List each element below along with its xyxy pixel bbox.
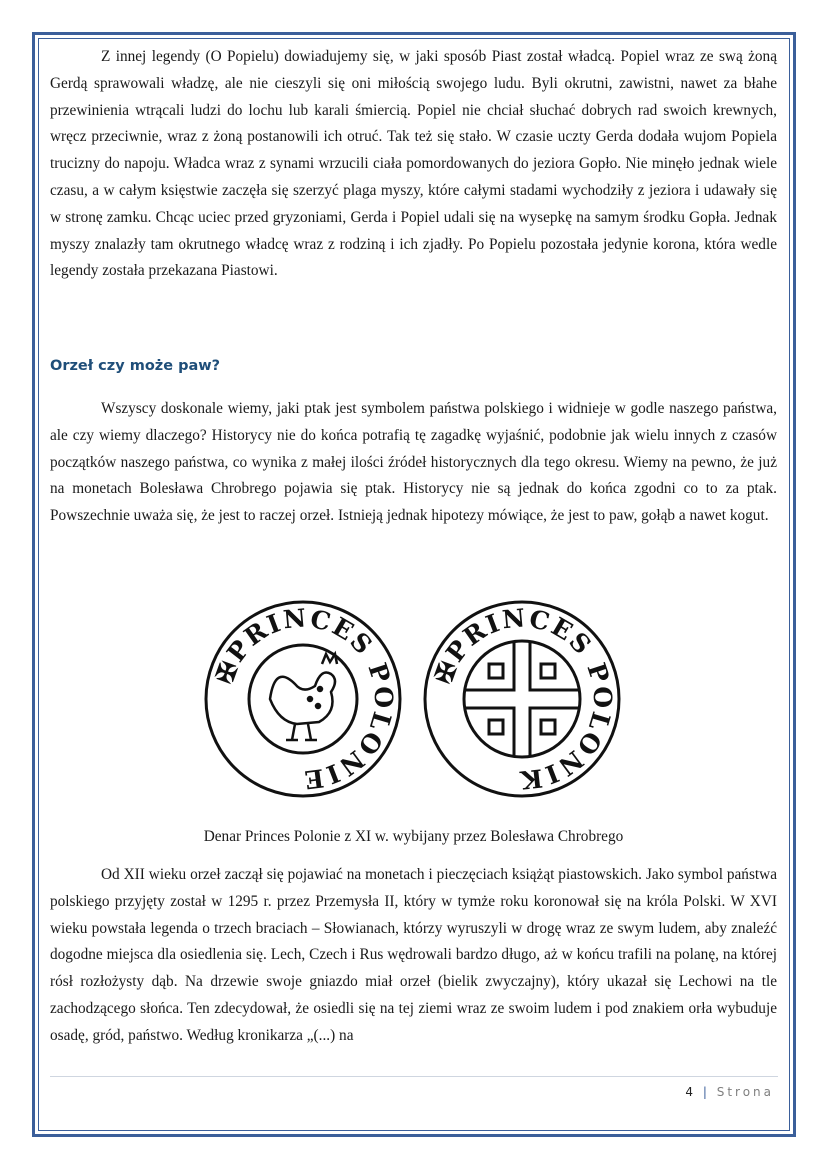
coin-left-legend: ✠PRINCES POLONIE (209, 603, 399, 795)
svg-text:✠PRINCES POLONIK (429, 603, 617, 794)
coin-right (425, 602, 619, 796)
paragraph-legend-brothers: Od XII wieku orzeł zaczął się pojawiać na monetach i pieczęciach książąt piastowskich. Jako symbol państwa polskiego przyjęty został w 1295 r. przez Przemysła II, który w tymże roku koronował się na króla Polski. W XVI wieku powstała legenda o trzech braciach – Słowianach, którzy wyruszyli w drogę wraz ze swym ludem, aby znaleźć dogodne miejsca dla osiedlenia się. Lech, Czech i Rus wędrowali bardzo długo, aż w końcu trafili na polanę, na której rósł rozłożysty dąb. Na drzewie swoje gniazdo miał orzeł (bielik zwyczajny), który ukazał się Lechowi na tle zachodzącego słońca. Ten zdecydował, że osiedli się na tej ziemi wraz ze swoim ludem i pod znakiem orła wybuduje osadę, gród, państwo. Według kronikarza „(...) na (50, 866, 777, 1044)
cross-icon (466, 642, 578, 756)
footer-divider (50, 1076, 778, 1077)
svg-text:✠PRINCES POLONIE (210, 603, 398, 794)
coins-illustration (200, 594, 630, 804)
image-caption: Denar Princes Polonie z XI w. wybijany przez Bolesława Chrobrego (203, 828, 624, 845)
rooster-icon (270, 654, 337, 740)
footer-label: Strona (716, 1085, 774, 1099)
section-heading: Orzeł czy może paw? (50, 358, 221, 374)
page-footer (685, 1085, 774, 1099)
footer-separator: | (702, 1085, 710, 1099)
paragraph-popiel: Z innej legendy (O Popielu) dowiadujemy się, w jaki sposób Piast został władcą. Popiel wraz ze swą żoną Gerdą sprawowali władzę, ale nie cieszyli się oni miłością swojego ludu. Byli okrutni, zawistni, nawet za błahe przewinienia wtrącali ludzi do lochu lub karali śmiercią. Popiel nie chciał słuchać dobrych rad swoich krewnych, wręcz przeciwnie, wraz z żoną postanowili ich otruć. Tak też się stało. W czasie uczty Gerda dodała wujom Popiela trucizny do napoju. Władca wraz z synami wrzucili ciała pomordowanych do jeziora Gopło. Nie minęło jednak wiele czasu, a w całym księstwie zaczęła się szerzyć plaga myszy, które całymi stadami wychodziły z jeziora i udawały się w stronę zamku. Chcąc uciec przed gryzoniami, Gerda i Popiel udali się na wysepkę na samym środku Gopła. Jednak myszy znalazły tam okrutnego władcę wraz z rodziną i ich zjadły. Po Popielu pozostała jedynie korona, która wedle legendy została przekazana Piastowi. (50, 48, 777, 280)
coin-left (206, 602, 400, 796)
page-number: 4 (685, 1085, 696, 1099)
coin-right-legend: ✠PRINCES POLONIK (428, 603, 618, 795)
paragraph-eagle: Wszyscy doskonale wiemy, jaki ptak jest symbolem państwa polskiego i widnieje w godle naszego państwa, ale czy wiemy dlaczego? Historycy nie do końca potrafią tę zagadkę wyjaśnić, podobnie jak wielu innych z czasów początków naszego państwa, co wynika z małej ilości źródeł historycznych dla tego okresu. Wiemy na pewno, że już na monetach Bolesława Chrobrego pojawia się ptak. Historycy nie są jednak do końca zgodni co to za ptak. Powszechnie uważa się, że jest to raczej orzeł. Istnieją jednak hipotezy mówiące, że jest to paw, gołąb a nawet kogut. (50, 400, 777, 525)
